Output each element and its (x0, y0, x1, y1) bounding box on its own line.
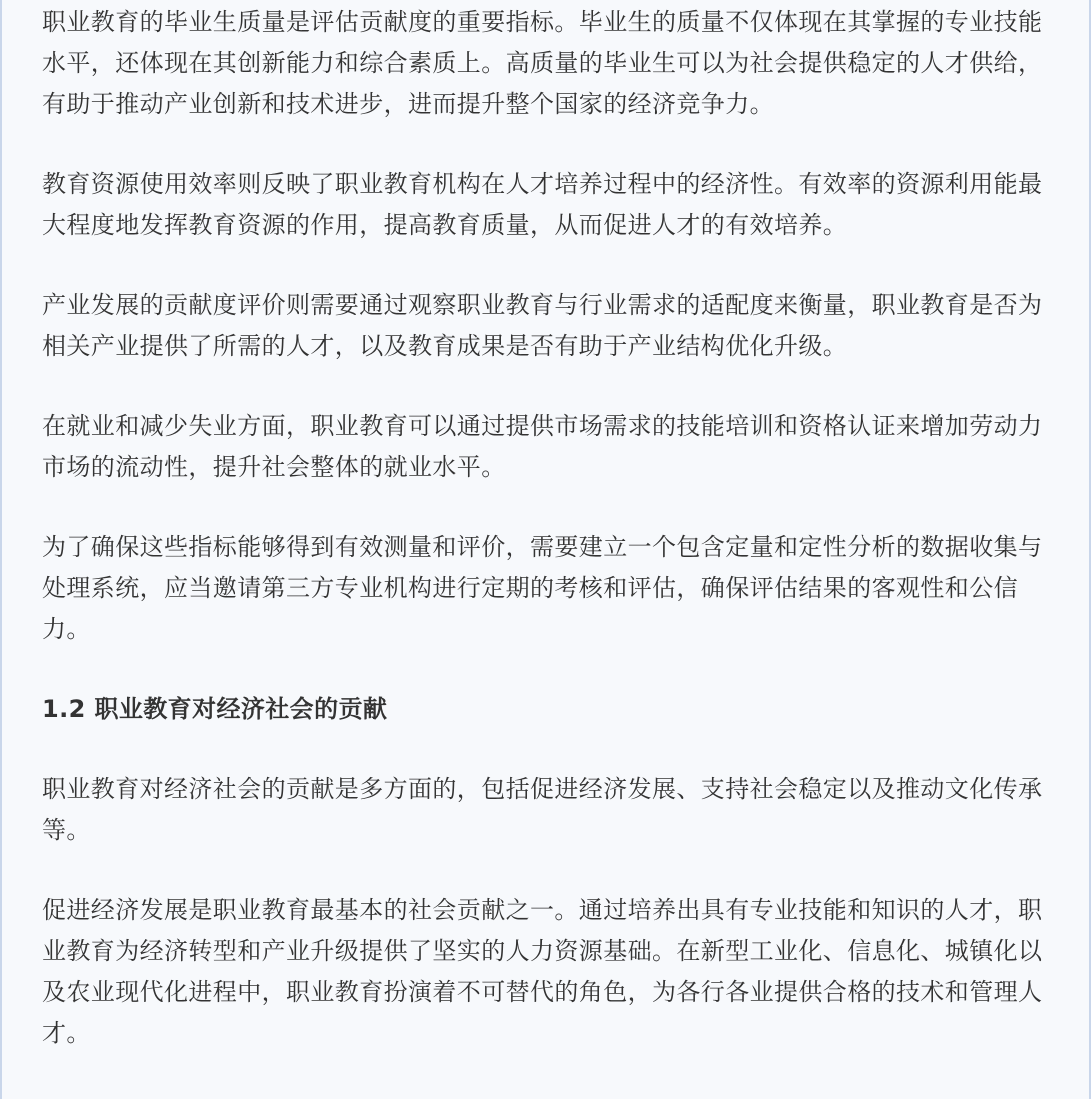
paragraph-graduate-quality: 职业教育的毕业生质量是评估贡献度的重要指标。毕业生的质量不仅体现在其掌握的专业技能水平，还体现在其创新能力和综合素质上。高质量的毕业生可以为社会提供稳定的人才供给，有助于推动产业创新和技术进步，进而提升整个国家的经济竞争力。 (42, 8, 1043, 118)
paragraph-employment: 在就业和减少失业方面，职业教育可以通过提供市场需求的技能培训和资格认证来增加劳动力市场的流动性，提升社会整体的就业水平。 (42, 412, 1043, 481)
paragraph-resource-efficiency: 教育资源使用效率则反映了职业教育机构在人才培养过程中的经济性。有效率的资源利用能最大程度地发挥教育资源的作用，提高教育质量，从而促进人才的有效培养。 (42, 170, 1043, 239)
paragraph-industry-development: 产业发展的贡献度评价则需要通过观察职业教育与行业需求的适配度来衡量，职业教育是否为相关产业提供了所需的人才，以及教育成果是否有助于产业结构优化升级。 (42, 291, 1043, 360)
section-heading: 1.2 职业教育对经济社会的贡献 (42, 695, 388, 723)
paragraph-contribution-overview: 职业教育对经济社会的贡献是多方面的，包括促进经济发展、支持社会稳定以及推动文化传承等。 (42, 775, 1043, 844)
paragraph-measurement-system: 为了确保这些指标能够得到有效测量和评价，需要建立一个包含定量和定性分析的数据收集与处理系统，应当邀请第三方专业机构进行定期的考核和评估，确保评估结果的客观性和公信力。 (42, 533, 1043, 643)
article-body (42, 2, 1054, 1093)
paragraph-economic-development: 促进经济发展是职业教育最基本的社会贡献之一。通过培养出具有专业技能和知识的人才，职业教育为经济转型和产业升级提供了坚实的人力资源基础。在新型工业化、信息化、城镇化以及农业现代化进程中，职业教育扮演着不可替代的角色，为各行各业提供合格的技术和管理人才。 (42, 896, 1043, 1047)
